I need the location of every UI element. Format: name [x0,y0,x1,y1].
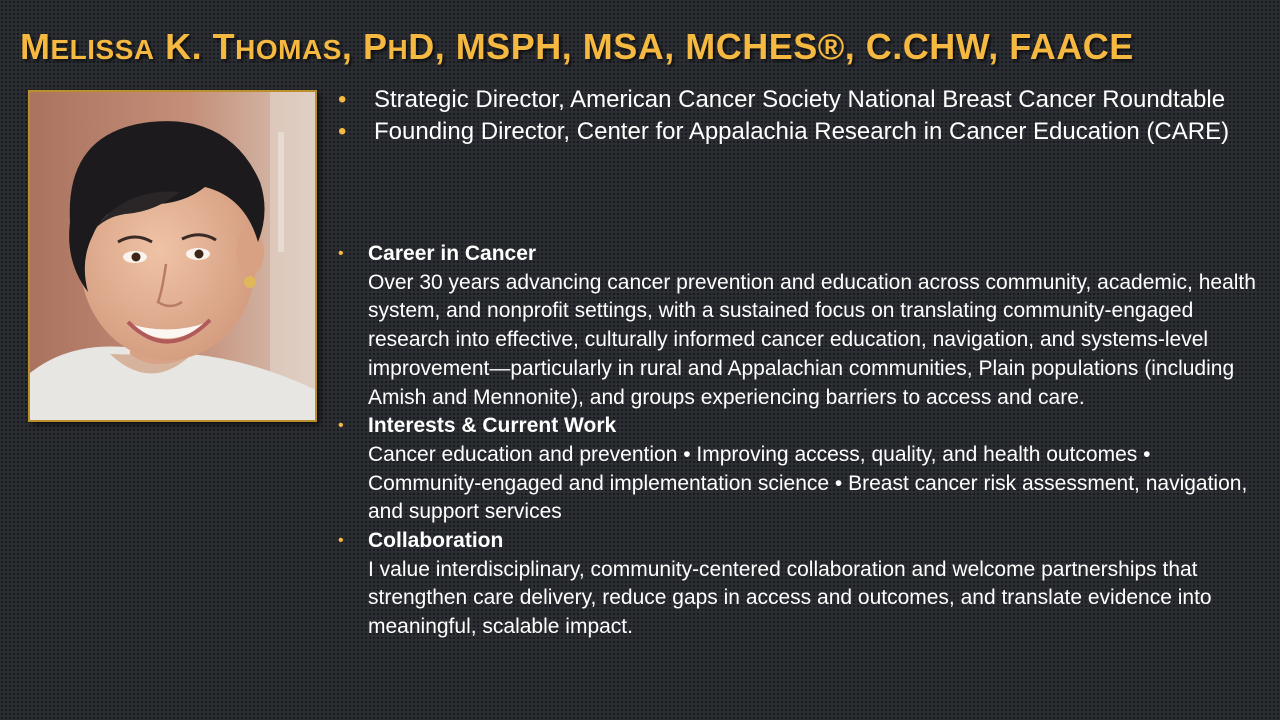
presenter-name-title [20,26,1270,68]
title-phd-d: D [408,26,435,67]
headshot-photo [28,90,317,422]
bullet-icon: • [338,532,344,550]
section-body: Over 30 years advancing cancer prevention and education across community, academic, health system, and nonprofit settings, with a sustained focus on translating community-engaged research into effective, culturally informed cancer education, navigation, and systems-level improvement—particularly in rural and Appalachian communities, Plain populations (including Amish and Mennonite), and groups experiencing barriers to access and care. [368,270,1256,409]
bullet-icon: • [338,86,347,113]
roles-list [338,84,1238,148]
role-item [338,116,1238,148]
section-heading: Career in Cancer [368,242,537,265]
title-credentials: , MSPH, MSA, MCHES®, C.CHW, FAACE [434,26,1134,67]
section-collaboration [338,527,1258,642]
bullet-icon: • [338,417,344,435]
profile-sections [338,240,1258,642]
bullet-icon: • [338,118,347,145]
title-name-rest: ELISSA [50,34,155,65]
section-heading: Collaboration [368,529,504,553]
section-body: I value interdisciplinary, community-centered collaboration and welcome partnerships that strengthen care delivery, reduce gaps in access and outcomes, and translate evidence into meaningful, scalable impact. [368,557,1212,639]
bullet-icon: • [338,245,344,262]
section-body: Cancer education and prevention • Improving access, quality, and health outcomes • Community-engaged and implementation science • Breast cancer risk assessment, navigation, and support services [368,442,1248,524]
title-phd-p: P [362,26,388,67]
role-text: Founding Director, Center for Appalachia Research in Cancer Education (CARE) [374,118,1230,145]
title-comma: , [341,26,353,67]
portrait-illustration [30,92,315,420]
title-middle-initial: K. [165,26,203,67]
role-item [338,84,1238,116]
section-heading: Interests & Current Work [368,414,617,438]
title-phd-h: H [387,34,409,65]
title-name-initial: M [20,26,51,67]
title-surname-initial: T [212,26,236,67]
section-career [338,240,1258,412]
role-text: Strategic Director, American Cancer Society National Breast Cancer Roundtable [374,86,1226,113]
title-surname-rest: HOMAS [235,34,342,65]
section-interests [338,412,1258,527]
